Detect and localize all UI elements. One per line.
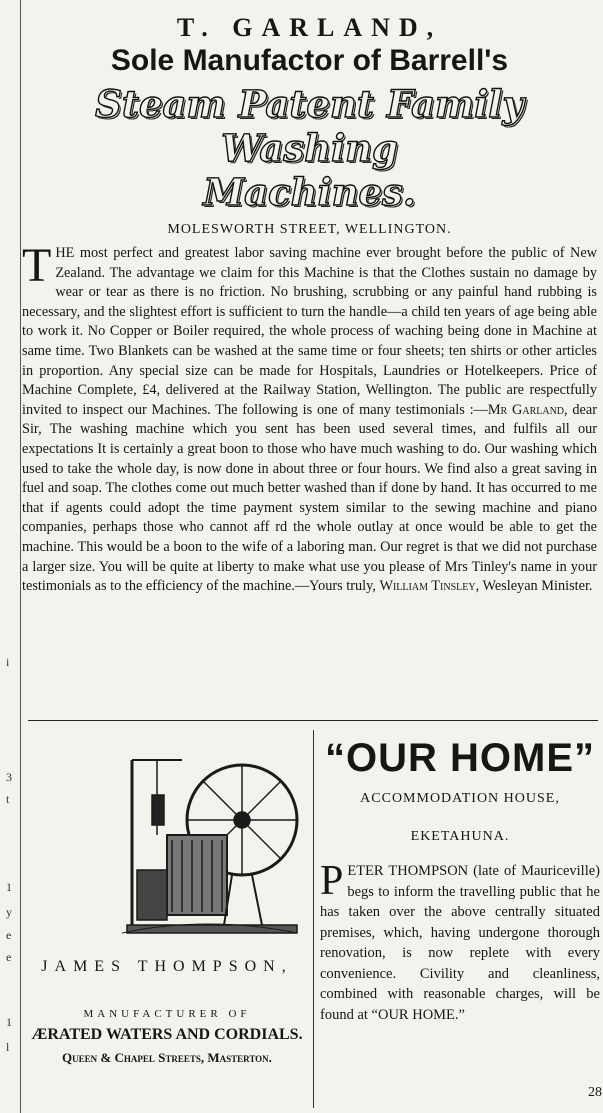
product-headline-line1: Steam Patent Family Washing [95, 82, 524, 170]
margin-fragment: e [6, 928, 12, 942]
margin-fragment: e [6, 950, 12, 964]
margin-fragment: t [6, 792, 10, 806]
vendor-name: T. GARLAND, [176, 13, 443, 42]
maker-goods: ÆRATED WATERS AND CORDIALS. [31, 1026, 303, 1043]
advert-body [22, 239, 597, 597]
margin-fragment: i [6, 655, 10, 669]
margin-fragment: 1 [6, 880, 12, 894]
signatory-name: William Tinsley, [379, 578, 480, 595]
page-number: 28 [588, 1085, 602, 1100]
testimonial-salutation: Mr Garland, [487, 401, 568, 418]
adjacent-column-strip [0, 0, 21, 1113]
drop-cap: P [320, 858, 344, 904]
margin-fragment: l [6, 1040, 10, 1054]
accommodation-house-title: “OUR HOME” [325, 736, 595, 780]
margin-fragment: y [6, 905, 12, 919]
accommodation-house-body [320, 858, 600, 1025]
signatory-title: Wesleyan Minister. [479, 578, 593, 595]
advert-body-part1: HE most perfect and greatest labor saving machine ever brought before the public of New Zealand. The advantage we claim for this Machine is that the Clothes sustain no damage by wear or tear as there is no friction. No brushing, scrubbing or any painful hand rubbing is necessary, and the slightest effort is sufficient to turn the handle—a child ten years of age being able to work it. No Copper or Boiler required, the whole process of waching being done in Machine at same time. Two Blankets can be washed at the same time or four sheets; ten shirts or other articles in proportion. Any special size can be made for Hospitals, Laundries or Hotelkeepers. Price of Machine Complete, £4, delivered at the Railway Station, Wellington. The public are respectfully invited to inspect our Machines. The following is one of many testimonials :— [22, 245, 597, 418]
accommodation-house-subtitle: ACCOMMODATION HOUSE, [360, 791, 560, 806]
maker-trade: MANUFACTURER OF [83, 1008, 251, 1020]
product-headline [22, 82, 597, 214]
accommodation-house-place: EKETAHUNA. [410, 829, 510, 844]
drop-cap: T [22, 239, 52, 292]
our-home-advertisement [320, 735, 600, 1025]
bottling-machine-engraving [112, 740, 302, 940]
maker-address: Queen & Chapel Streets, Masterton. [62, 1050, 272, 1065]
garland-advertisement [22, 14, 597, 597]
margin-fragment: 3 [6, 770, 12, 784]
margin-fragment: 1 [6, 1015, 12, 1029]
maker-name: JAMES THOMPSON, [41, 958, 293, 975]
column-rule [313, 730, 314, 1108]
advert-tagline: Sole Manufactor of Barrell's [110, 44, 509, 77]
section-divider [28, 720, 598, 721]
product-headline-line2: Machines. [203, 170, 416, 214]
vendor-address: MOLESWORTH STREET, WELLINGTON. [167, 222, 452, 237]
accommodation-house-body-text: ETER THOMPSON (late of Mauriceville) begs to inform the travelling public that he has taken over the above centrally situated premises, which, having undergone thorough renovation, is now replete with every convenience. Civility and cleanliness, combined with reasonable charges, will be found at “OUR HOME.” [320, 863, 600, 1023]
advert-body-part2: dear Sir, The washing machine which you sent has been used several times, and fulfils all our expectations It is certainly a great boon to those who have much washing to do. Our washing which used to take the whole day, is now done in about three or four hours. We find also a great saving in fuel and soap. The clothes come out much better washed than if done by hand. It has occurred to me that if agents could adopt the time payment system similar to the sewing machine and piano companies, perhaps those who cannot aff rd the whole outlay at once would be able to get the machine. This would be a boon to the wife of a laboring man. Our regret is that we did not purchase a larger size. You will be quite at liberty to make what use you please of Mrs Tinley's name in your testimonials as to the efficiency of the machine.—Yours truly, [22, 401, 597, 595]
